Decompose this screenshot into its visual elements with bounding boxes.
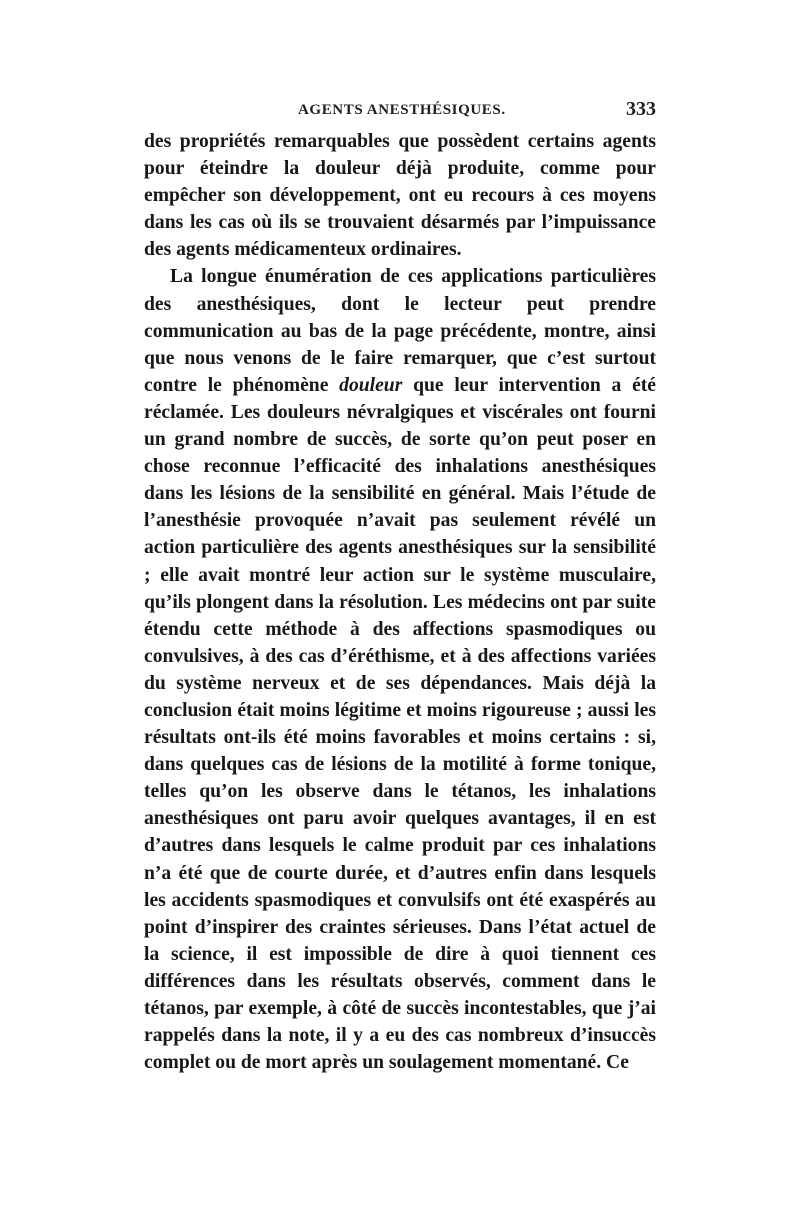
body-text xyxy=(144,128,656,1076)
paragraph-1: des propriétés remarquables que possèdent certains agents pour éteindre la douleur déjà produite, comme pour empêcher son développement, ont eu recours à ces moyens dans les cas où ils se trouvaient désarmés par l’impuissance des agents médicamenteux ordinaires. xyxy=(144,131,656,261)
running-head xyxy=(144,96,656,126)
emphasis-douleur: douleur xyxy=(339,374,403,396)
running-head-title: AGENTS ANESTHÉSIQUES. xyxy=(298,102,506,118)
paragraph-2 xyxy=(144,263,656,1076)
paragraph-2-text-start: La longue énumération de ces applications particulières des anesthésiques, dont le lecteur peut prendre communication au bas de la page précédente, montre, ainsi que nous venons de le faire remarquer, que c’est surtout contre le phénomène xyxy=(144,266,656,396)
paragraph-2-text-end: que leur intervention a été réclamée. Les douleurs névralgiques et viscérales ont fourni un grand nombre de succès, de sorte qu’on peut poser en chose reconnue l’efficacité des inhalations anesthésiques dans les lésions de la sensibilité en général. Mais l’étude de l’anesthésie provoquée n’avait pas seulement révélé un action particulière des agents anesthésiques sur la sensibilité ; elle avait montré leur action sur le système musculaire, qu’ils plongent dans la résolution. Les médecins ont par suite étendu cette méthode à des affections spasmodiques ou convulsives, à des cas d’éréthisme, et à des affections variées du système nerveux et de ses dépendances. Mais déjà la conclusion était moins légitime et moins rigoureuse ; aussi les résultats ont-ils été moins favorables et moins certains : si, dans quelques cas de lésions de la motilité à forme tonique, telles qu’on les observe dans le tétanos, les inhalations anesthésiques ont paru avoir quelques avantages, il en est d’autres dans lesquels le calme produit par ces inhalations n’a été que de courte durée, et d’autres enfin dans lesquels les accidents spasmodiques et convulsifs ont été exaspérés au point d’inspirer des craintes sérieuses. Dans l’état actuel de la science, il est impossible de dire à quoi tiennent ces différences dans les résultats observés, comment dans le tétanos, par exemple, à côté de succès incontestables, que j’ai rappelés dans la note, il y a eu des cas nombreux d’insuccès complet ou de mort après un soulagement momentané. Ce xyxy=(144,374,657,1074)
page-number: 333 xyxy=(626,98,656,120)
